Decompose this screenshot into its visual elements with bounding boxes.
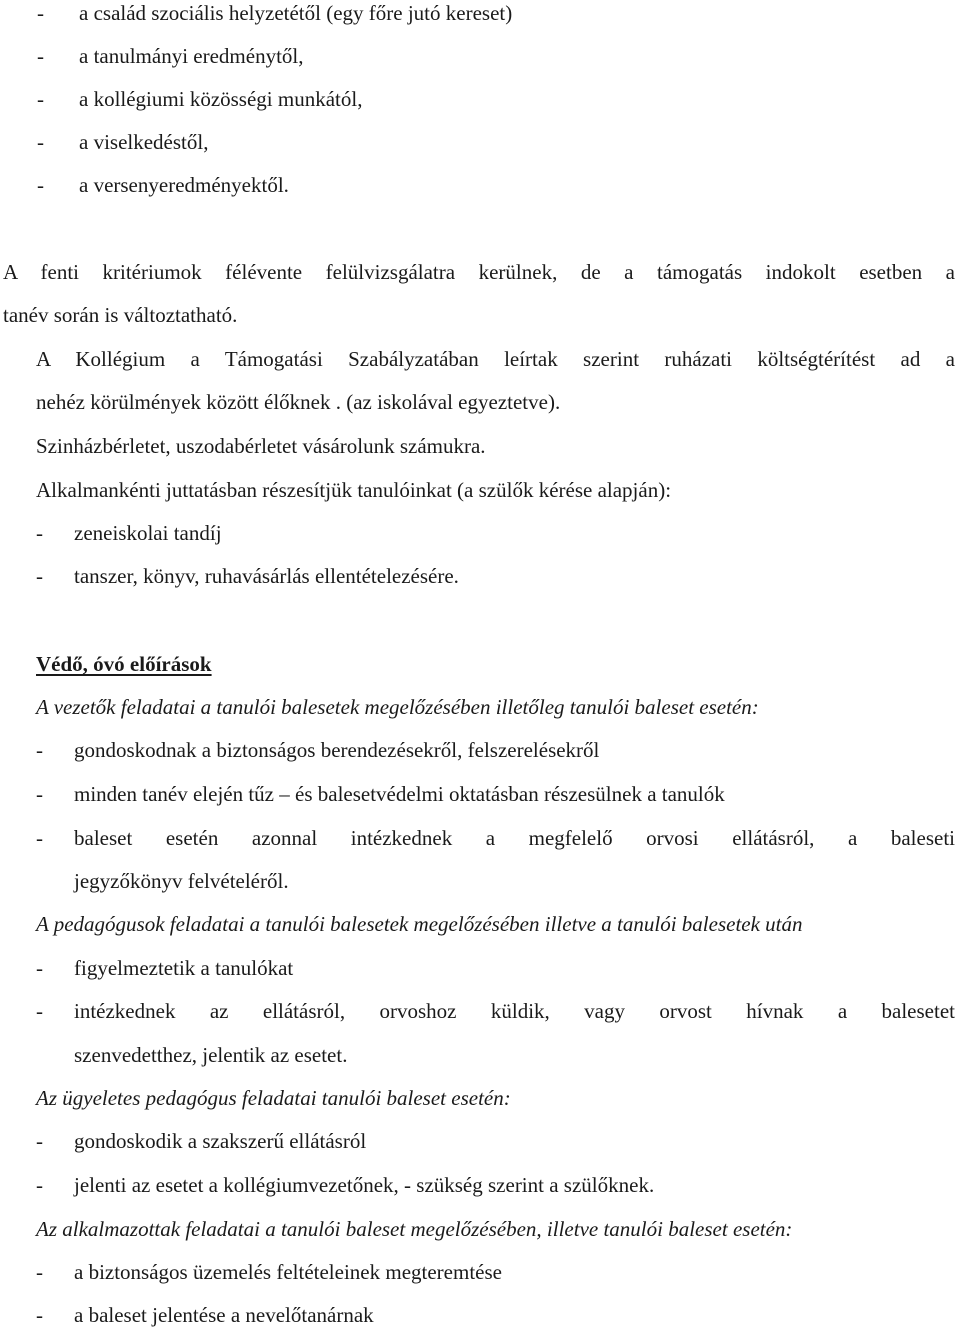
list-item-text: minden tanév elején tűz – és balesetvédelmi oktatásban részesülnek a tanulók [74, 782, 725, 806]
teachers-title: A pedagógusok feladatai a tanulói balesetek megelőzésében illetve a tanulói balesetek után [36, 912, 803, 936]
list-item-text: gondoskodnak a biztonságos berendezésekről, felszerelésekről [74, 738, 600, 762]
list-dash: - [36, 999, 43, 1023]
list-item-text: gondoskodik a szakszerű ellátásról [74, 1129, 367, 1153]
list-item-text: a baleset jelentése a nevelőtanárnak [74, 1303, 374, 1327]
list-dash: - [36, 738, 43, 762]
list-item-text: a tanulmányi eredménytől, [79, 44, 304, 68]
paragraph-text: nehéz körülmények között élőknek . (az iskolával egyeztetve). [36, 390, 561, 414]
list-dash: - [36, 956, 43, 980]
paragraph-occasional-support: Alkalmankénti juttatásban részesítjük tanulóinkat (a szülők kérése alapján): [36, 478, 672, 502]
list-dash: - [36, 826, 43, 850]
list-dash: - [37, 130, 44, 154]
duty-title: Az ügyeletes pedagógus feladatai tanulói baleset esetén: [36, 1086, 511, 1110]
list-item-text: a család szociális helyzetétől (egy főre jutó kereset) [79, 1, 513, 25]
list-dash: - [36, 782, 43, 806]
leaders-title: A vezetők feladatai a tanulói balesetek megelőzésében illetőleg tanulói baleset esetén: [36, 695, 759, 719]
list-item-text: a versenyeredményektől. [79, 173, 289, 197]
list-dash: - [37, 1, 44, 25]
paragraph-text: tanév során is változtatható. [3, 303, 238, 327]
paragraph-tickets: Szinházbérletet, uszodabérletet vásárolunk számukra. [36, 434, 486, 458]
list-item-text: figyelmeztetik a tanulókat [74, 956, 294, 980]
paragraph-text: A Kollégium a Támogatási Szabályzatában leírtak szerint ruházati költségtérítést ad a [36, 347, 955, 371]
list-dash: - [37, 173, 44, 197]
list-dash: - [36, 1303, 43, 1327]
list-item-text: jelenti az esetet a kollégiumvezetőnek, - szükség szerint a szülőknek. [74, 1173, 655, 1197]
list-item-text: zeneiskolai tandíj [74, 521, 222, 545]
list-dash: - [36, 564, 43, 588]
section-heading: Védő, óvó előírások [36, 652, 212, 676]
staff-title: Az alkalmazottak feladatai a tanulói baleset megelőzésében, illetve tanulói baleset esetén: [36, 1217, 793, 1241]
list-item-text: szenvedetthez, jelentik az esetet. [74, 1043, 348, 1067]
list-item-text: baleset esetén azonnal intézkednek a megfelelő orvosi ellátásról, a baleseti [74, 826, 955, 850]
list-dash: - [37, 44, 44, 68]
list-item-text: a kollégiumi közösségi munkától, [79, 87, 363, 111]
paragraph-line [36, 346, 955, 372]
paragraph-text: A fenti kritériumok félévente felülvizsgálatra kerülnek, de a támogatás indokolt esetben a [3, 260, 955, 284]
list-dash: - [36, 1173, 43, 1197]
list-item-text: jegyzőkönyv felvételéről. [74, 869, 289, 893]
list-item-text: tanszer, könyv, ruhavásárlás ellentételezésére. [74, 564, 459, 588]
list-dash: - [36, 1260, 43, 1284]
list-item-text: a biztonságos üzemelés feltételeinek megteremtése [74, 1260, 502, 1284]
list-item-text: intézkednek az ellátásról, orvoshoz küldik, vagy orvost hívnak a balesetet [74, 999, 955, 1023]
paragraph-line [3, 259, 955, 285]
list-dash: - [36, 1129, 43, 1153]
list-dash: - [36, 521, 43, 545]
list-dash: - [37, 87, 44, 111]
list-item-text: a viselkedéstől, [79, 130, 209, 154]
